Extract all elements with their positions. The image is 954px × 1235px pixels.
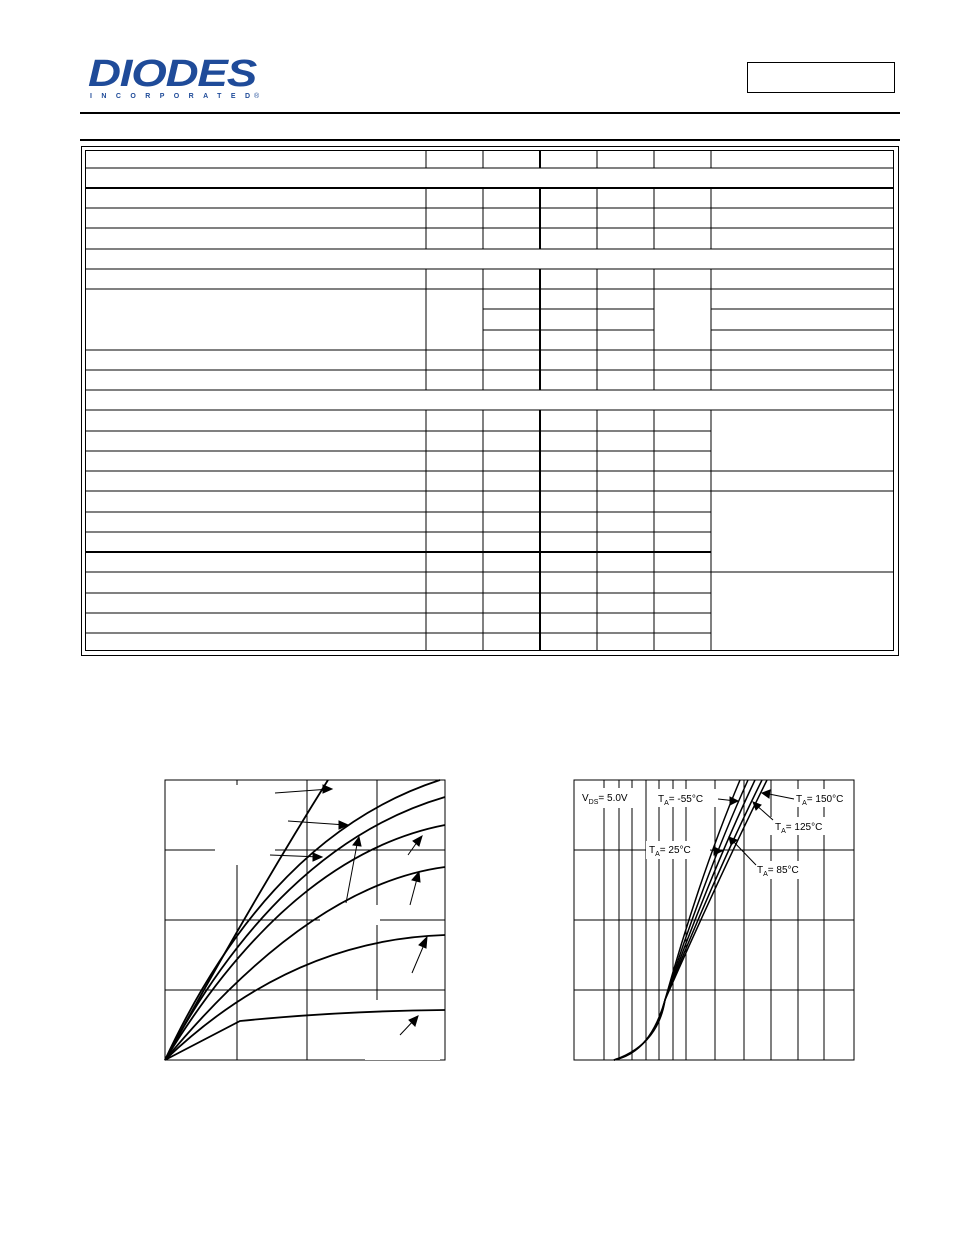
chart-right-label-85: $T_A= 85^\circ C$: [757, 865, 799, 878]
chart-right-label-150: $T_A= 150^\circ C$: [796, 794, 844, 807]
output-characteristics-chart: [160, 775, 450, 1065]
header-rule-bottom: [80, 139, 900, 141]
chart-right-label-neg55: $T_A= -55^\circ C$: [658, 794, 704, 807]
chart-right-label-25: $T_A= 25^\circ C$: [649, 845, 691, 858]
chart-right-condition-label: $V_{DS}= 5.0V$: [582, 793, 628, 806]
diodes-logo: [88, 52, 263, 100]
header-rule-top: [80, 112, 900, 114]
logo-subtitle: INCORPORATED: [90, 93, 250, 100]
transfer-characteristics-chart: [570, 775, 860, 1065]
chart-right-label-125: $T_A= 125^\circ C$: [775, 822, 823, 835]
spec-table-grid: [85, 150, 894, 651]
electrical-characteristics-table: [81, 146, 899, 656]
chart-left-arrow-4: [346, 839, 358, 903]
logo-wordmark: DIODES: [88, 53, 257, 95]
chart-left-arrow-2: [288, 821, 346, 825]
part-number-box: [747, 62, 895, 93]
logo-registered-mark: ®: [254, 93, 260, 100]
